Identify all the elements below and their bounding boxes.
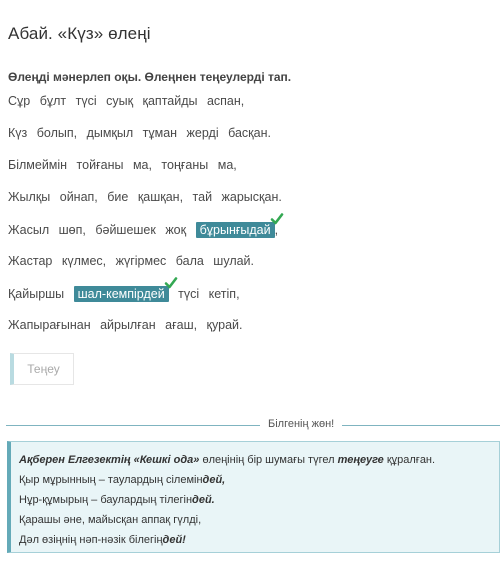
poem-line-4: Жылқы ойнап, бие қашқан, тай жарысқан. [8, 190, 282, 204]
page-title: Абай. «Күз» өлеңі [8, 24, 151, 43]
answer-chip-label: бұрынғыдай [199, 223, 271, 237]
poem-line-7-text-start: Қайыршы [8, 287, 65, 301]
info-text: құралған. [383, 454, 436, 466]
check-icon [270, 212, 284, 226]
info-author-title: Ақберен Елгезектің «Кешкі ода» [19, 454, 200, 466]
info-suffix: дей, [202, 474, 226, 486]
check-icon [164, 276, 178, 290]
poem-line-5-text: Жасыл шөп, бәйшешек жоқ [8, 223, 187, 237]
poem-line-7-text-end: түсі кетіп, [178, 287, 240, 301]
info-box [7, 441, 500, 553]
poem-line-1: Сұр бұлт түсі суық қаптайды аспан, [8, 94, 245, 108]
poem-line-5-punct: , [274, 223, 279, 237]
tenu-answer-button[interactable]: Теңеу [10, 353, 74, 385]
poem-line-3: Білмеймін тойғаны ма, тоңғаны ма, [8, 158, 237, 172]
info-text: өлеңінің бір шумағы түгел [199, 454, 338, 466]
info-text: Қыр мұрынның – таулардың сілемін [19, 474, 203, 486]
task-instruction: Өлеңді мәнерлеп оқы. Өлеңнен теңеулерді тап. [8, 70, 292, 84]
divider-label: Білгенің жөн! [260, 418, 342, 430]
info-line-1 [19, 450, 499, 470]
section-divider [6, 425, 500, 426]
info-suffix: дей. [192, 494, 215, 506]
answer-chip-buryngydai[interactable] [196, 222, 275, 238]
info-line-3 [19, 490, 499, 510]
poem-line-5 [8, 222, 278, 238]
poem-line-2: Күз болып, дымқыл тұман жерді басқан. [8, 126, 271, 140]
info-text: Нұр-құмырың – баулардың тілегін [19, 494, 193, 506]
poem-line-8: Жапырағынан айрылған ағаш, қурай. [8, 318, 243, 332]
info-text: Дәл өзіңнің нәп-нәзік білегің [19, 534, 163, 546]
answer-chip-shal-kempirdei[interactable] [74, 286, 169, 302]
info-line-5 [19, 530, 499, 550]
info-highlight: теңеуге [337, 454, 384, 466]
answer-chip-label: шал-кемпірдей [77, 287, 165, 301]
info-suffix: дей! [162, 534, 186, 546]
info-line-4: Қарашы әне, майысқан аппақ гүлді, [19, 514, 202, 526]
poem-line-7 [8, 286, 240, 302]
info-line-2 [19, 470, 499, 490]
poem-line-6: Жастар күлмес, жүгірмес бала шулай. [8, 254, 255, 268]
